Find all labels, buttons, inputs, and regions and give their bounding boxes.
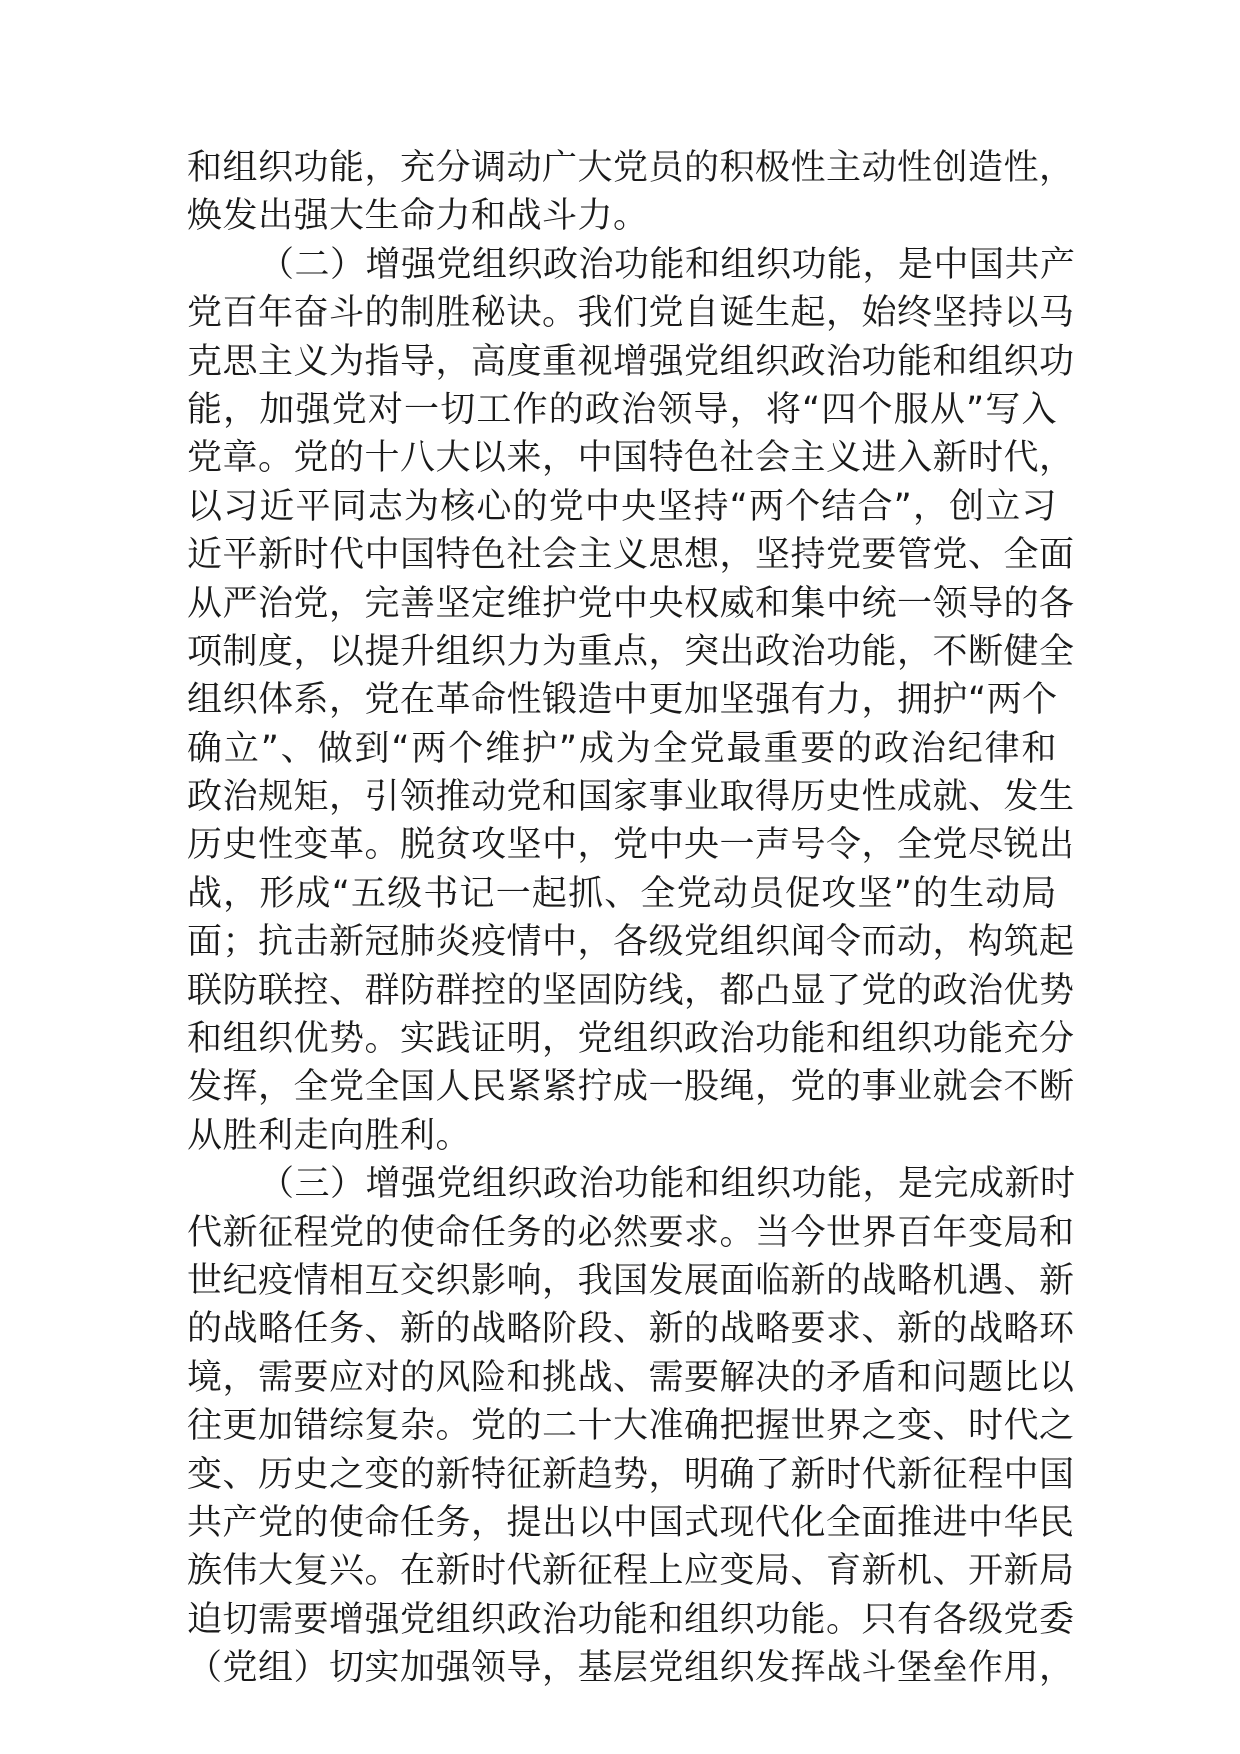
text-line: 变、历史之变的新特征新趋势，明确了新时代新征程中国 [187, 1454, 1075, 1495]
text-line: 党章。党的十八大以来，中国特色社会主义进入新时代， [187, 438, 1075, 479]
text-line: 和组织功能，充分调动广大党员的积极性主动性创造性， [187, 148, 1075, 188]
text-line: 代新征程党的使命任务的必然要求。当今世界百年变局和 [187, 1212, 1075, 1253]
text-line: 政治规矩，引领推动党和国家事业取得历史性成就、发生 [187, 777, 1075, 818]
text-line: 境，需要应对的风险和挑战、需要解决的矛盾和问题比以 [187, 1357, 1075, 1398]
text-line: 发挥，全党全国人民紧紧拧成一股绳，党的事业就会不断 [187, 1067, 1075, 1108]
body-text [187, 144, 1076, 1693]
text-line: 往更加错综复杂。党的二十大准确把握世界之变、时代之 [187, 1406, 1075, 1447]
text-line: 克思主义为指导，高度重视增强党组织政治功能和组织功 [187, 341, 1075, 382]
text-line: 的战略任务、新的战略阶段、新的战略要求、新的战略环 [187, 1309, 1075, 1350]
paragraph-heading-line: （三）增强党组织政治功能和组织功能，是完成新时 [259, 1164, 1076, 1205]
text-line: 以习近平同志为核心的党中央坚持“两个结合”，创立习 [187, 486, 1057, 527]
text-line: 从严治党，完善坚定维护党中央权威和集中统一领导的各 [187, 583, 1075, 624]
text-line: 世纪疫情相互交织影响，我国发展面临新的战略机遇、新 [187, 1260, 1075, 1301]
text-line: 项制度，以提升组织力为重点，突出政治功能，不断健全 [187, 631, 1075, 672]
text-line: （党组）切实加强领导，基层党组织发挥战斗堡垒作用， [187, 1648, 1075, 1689]
paragraph-heading-line: （二）增强党组织政治功能和组织功能，是中国共产 [259, 244, 1076, 285]
text-line: 党百年奋斗的制胜秘诀。我们党自诞生起，始终坚持以马 [187, 293, 1075, 334]
text-line: 历史性变革。脱贫攻坚中，党中央一声号令，全党尽锐出 [187, 825, 1075, 866]
text-line: 近平新时代中国特色社会主义思想，坚持党要管党、全面 [187, 535, 1075, 576]
text-line: 和组织优势。实践证明，党组织政治功能和组织功能充分 [187, 1019, 1075, 1060]
text-line: 面；抗击新冠肺炎疫情中，各级党组织闻令而动，构筑起 [187, 922, 1075, 963]
text-line: 组织体系，党在革命性锻造中更加坚强有力，拥护“两个 [187, 680, 1058, 721]
text-line: 能，加强党对一切工作的政治领导，将“四个服从”写入 [187, 389, 1057, 430]
text-line: 族伟大复兴。在新时代新征程上应变局、育新机、开新局 [187, 1551, 1075, 1592]
text-line: 迫切需要增强党组织政治功能和组织功能。只有各级党委 [187, 1599, 1075, 1640]
text-line: 从胜利走向胜利。 [187, 1115, 472, 1156]
text-line: 联防联控、群防群控的坚固防线，都凸显了党的政治优势 [187, 970, 1075, 1011]
text-line: 战，形成“五级书记一起抓、全党动员促攻坚”的生动局 [187, 873, 1057, 914]
text-line: 焕发出强大生命力和战斗力。 [187, 196, 649, 237]
text-line: 共产党的使命任务，提出以中国式现代化全面推进中华民 [187, 1502, 1075, 1543]
text-line: 确立”、做到“两个维护”成为全党最重要的政治纪律和 [187, 728, 1057, 769]
